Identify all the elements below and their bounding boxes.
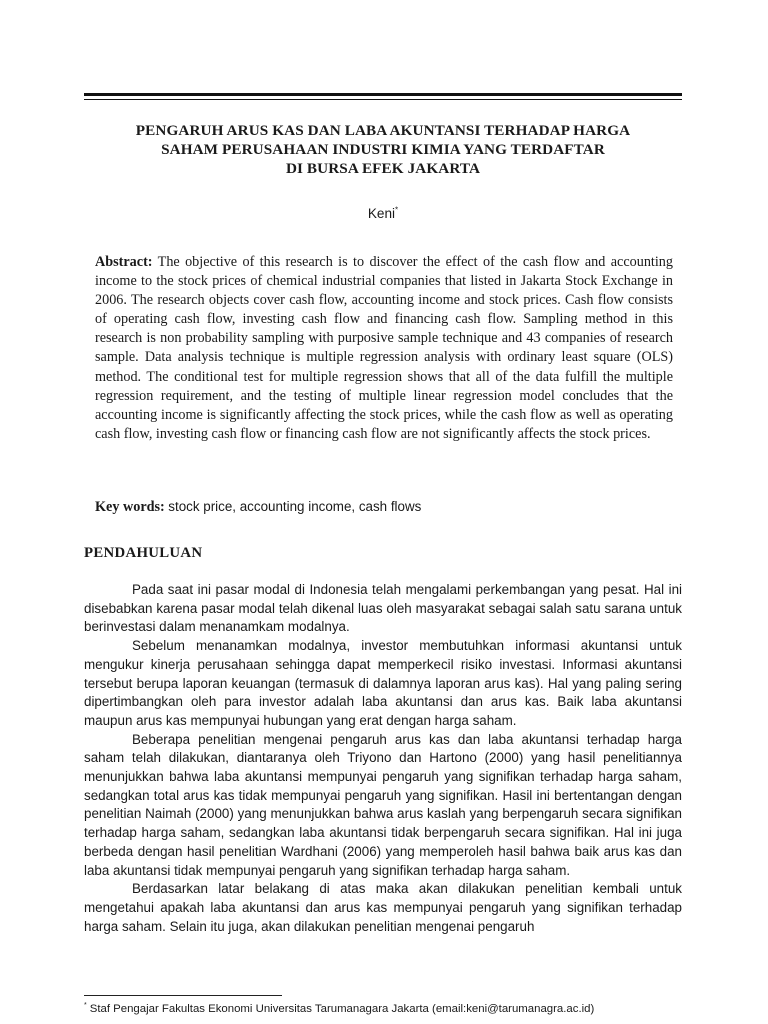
body-paragraph-2: Sebelum menanamkan modalnya, investor membutuhkan informasi akuntansi untuk mengukur kinerja perusahaan sehingga dapat memperkecil risiko investasi. Informasi akuntansi tersebut berupa laporan keuangan (termasuk di dalamnya laporan arus kas). Hal yang paling sering dipertimbangkan oleh para investor adalah laba akuntansi dan arus kas. Baik laba akuntansi maupun arus kas mempunyai hubungan yang erat dengan harga saham. [84, 638, 682, 728]
footnote [84, 1002, 684, 1016]
section-body [84, 581, 682, 936]
title-line-2: SAHAM PERUSAHAAN INDUSTRI KIMIA YANG TERDAFTAR [161, 141, 605, 158]
abstract-label: Abstract: [95, 254, 153, 270]
body-paragraph-4: Berdasarkan latar belakang di atas maka akan dilakukan penelitian kembali untuk mengetahui apakah laba akuntansi dan arus kas mempunyai pengaruh yang signifikan terhadap harga saham. Selain itu juga, akan dilakukan penelitian mengenai pengaruh [84, 881, 682, 934]
footnote-text: Staf Pengajar Fakultas Ekonomi Universitas Tarumanagara Jakarta (email:keni@tarumanagra.ac.id) [89, 1003, 595, 1015]
abstract-text: The objective of this research is to discover the effect of the cash flow and accounting income to the stock prices of chemical industrial companies that listed in Jakarta Stock Exchange in 2006. The research objects cover cash flow, accounting income and stock prices. Cash flow consists of operating cash flow, investing cash flow and financing cash flow. Sampling method in this research is non probability sampling with purposive sample technique and 43 companies of research sample. Data analysis technique is multiple regression analysis with ordinary least square (OLS) method. The conditional test for multiple regression shows that all of the data fulfill the multiple regression requirement, and the testing of multiple linear regression model concludes that the accounting income is significantly affecting the stock prices, while the cash flow as well as operating cash flow, investing cash flow or financing cash flow are not significantly affects the stock prices. [95, 254, 673, 442]
top-rule-thin [84, 99, 682, 100]
title-line-1: PENGARUH ARUS KAS DAN LABA AKUNTANSI TERHADAP HARGA [135, 122, 631, 139]
body-paragraph-3: Beberapa penelitian mengenai pengaruh arus kas dan laba akuntansi terhadap harga saham telah dilakukan, diantaranya oleh Triyono dan Hartono (2000) yang hasil penelitiannya menunjukkan bahwa laba akuntansi mempunyai pengaruh yang signifikan terhadap harga saham, sedangkan total arus kas tidak mempunyai pengaruh yang signifikan. Hasil ini bertentangan dengan penelitian Naimah (2000) yang menunjukkan bahwa arus kaslah yang berpengaruh secara signifikan terhadap harga saham, sedangkan laba akuntansi tidak berpengaruh secara signifikan. Hal ini juga berbeda dengan hasil penelitian Wardhani (2006) yang memperoleh hasil bahwa baik arus kas dan laba akuntansi tidak mempunyai pengaruh yang signifikan terhadap harga saham. [84, 731, 682, 878]
paper-title [84, 121, 682, 178]
title-line-3: DI BURSA EFEK JAKARTA [285, 160, 481, 177]
keywords-text: stock price, accounting income, cash flows [168, 499, 422, 514]
top-rule-thick [84, 93, 682, 96]
abstract [95, 253, 673, 444]
author-footnote-marker: * [395, 205, 399, 215]
footnote-marker: * [84, 1002, 87, 1010]
footnote-rule [84, 995, 282, 996]
keywords-label: Key words: [95, 499, 165, 515]
section-heading: PENDAHULUAN [84, 545, 203, 561]
author-line [84, 205, 682, 223]
author-name: Keni [367, 206, 396, 221]
keywords [95, 497, 673, 517]
body-paragraph-1: Pada saat ini pasar modal di Indonesia telah mengalami perkembangan yang pesat. Hal ini disebabkan karena pasar modal telah dikenal luas oleh masyarakat sebagai salah satu sarana untuk berinvestasi dalam menanamkam modalnya. [84, 582, 682, 635]
